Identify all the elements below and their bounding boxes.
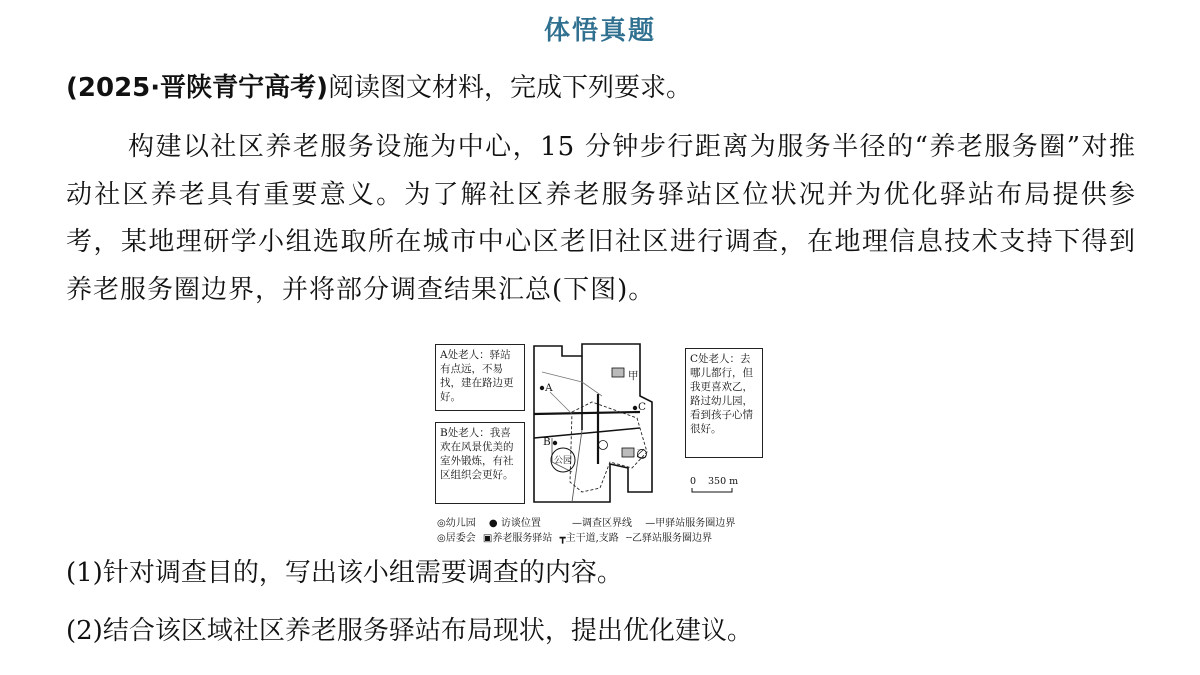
interview-point-c [633, 406, 637, 410]
survey-boundary-legend-icon: — [572, 518, 583, 529]
roads-legend-icon: ┳ [559, 533, 566, 544]
legend-kindergarten: 幼儿园 [445, 518, 476, 529]
interview-point-b [553, 441, 557, 445]
kindergarten-legend-icon: ◎ [437, 518, 446, 529]
interview-c-label: C [638, 401, 647, 413]
jia-service-boundary-2 [550, 392, 572, 414]
station-legend-icon: ▣ [482, 533, 493, 544]
legend-station: 养老服务驿站 [492, 533, 553, 544]
page-title: 体悟真题 [543, 16, 656, 46]
question-source: (2025·晋陕青宁高考) [66, 73, 329, 103]
legend-row-1 [437, 514, 735, 529]
interview-point-a [540, 386, 544, 390]
legend-yi-boundary: 乙驿站服务圈边界 [632, 533, 712, 544]
interview-b-label: B [543, 436, 551, 448]
legend-interview: 访谈位置 [500, 518, 541, 529]
callout-c: C处老人：去哪儿都行，但我更喜欢乙，路过幼儿园，看到孩子心情很好。 [685, 348, 763, 458]
survey-figure [432, 342, 772, 547]
question-intro: 阅读图文材料，完成下列要求。 [328, 73, 693, 103]
legend-jia-boundary: 甲驿站服务圈边界 [655, 518, 736, 529]
scale-text: 350 m [708, 476, 739, 487]
scale-bar [692, 488, 732, 492]
station-yi-label: 乙 [636, 448, 647, 460]
legend-committee: 居委会 [445, 533, 476, 544]
committee-legend-icon: ◎ [437, 533, 446, 544]
jia-boundary-legend-icon: — [645, 518, 656, 529]
question-intro-line [66, 70, 692, 106]
interview-a-label: A [545, 382, 553, 394]
station-yi-icon [622, 448, 634, 457]
yi-boundary-legend-icon: ┄ [625, 533, 632, 544]
station-jia-label: 甲 [628, 370, 639, 382]
legend-row-2 [437, 529, 712, 544]
interview-legend-icon: ● [488, 518, 498, 529]
callout-b: B处老人：我喜欢在风景优美的室外锻炼，有社区组织会更好。 [435, 422, 525, 504]
legend-survey-boundary: 调查区界线 [582, 518, 633, 529]
question-1: (1)针对调查目的，写出该小组需要调查的内容。 [66, 558, 623, 588]
callout-a: A处老人：驿站有点远，不易找，建在路边更好。 [435, 344, 525, 411]
kindergarten-icon [599, 441, 608, 450]
park-label: 公园 [554, 456, 573, 466]
material-paragraph: 构建以社区养老服务设施为中心，15 分钟步行距离为服务半径的“养老服务圈”对推动社区养老具有重要意义。为了解社区养老服务驿站区位状况并为优化驿站布局提供参考，某地理研学小组选取所在城市中心区老旧社区进行调查，在地理信息技术支持下得到养老服务圈边界，并将部分调查结果汇总(下图)。 [66, 132, 1136, 305]
scale-zero: 0 [690, 476, 697, 487]
station-jia-icon [612, 368, 624, 377]
legend-roads: 主干道,支路 [565, 533, 619, 544]
question-2: (2)结合该区域社区养老服务驿站布局现状，提出优化建议。 [66, 616, 753, 646]
